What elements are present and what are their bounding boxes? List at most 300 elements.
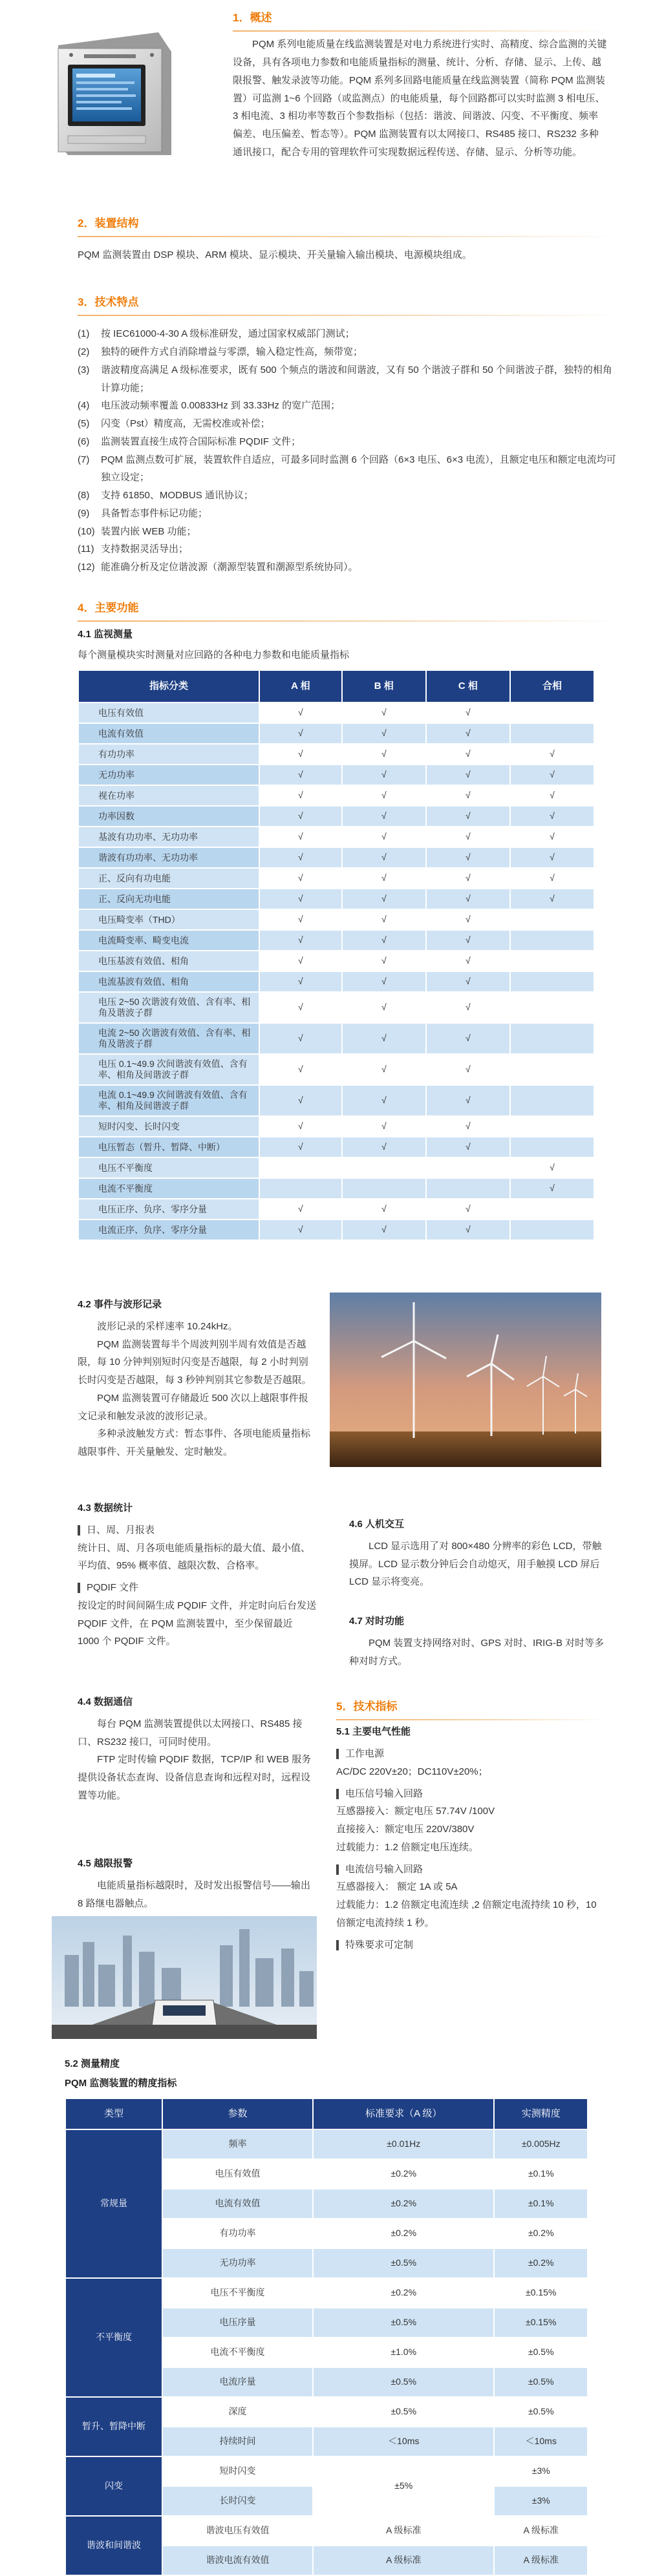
- row-check: √: [342, 889, 426, 909]
- table-row: [78, 1157, 594, 1178]
- row-label: 电流正序、负序、零序分量: [78, 1219, 259, 1240]
- table-row: [78, 971, 594, 992]
- row-label: 电流有效值: [78, 723, 259, 744]
- acc-row: [65, 2516, 588, 2546]
- table-row: [78, 1178, 594, 1199]
- row-check: √: [426, 1199, 510, 1219]
- wind-turbine-photo: [330, 1293, 601, 1467]
- feature-number: (6): [78, 436, 90, 447]
- row-check: [510, 909, 594, 930]
- features-rule: [78, 315, 621, 316]
- row-check: √: [259, 1219, 342, 1240]
- row-label: 电压 2~50 次谐波有效值、含有率、相角及谐波子群: [78, 992, 259, 1023]
- row-check: √: [342, 971, 426, 992]
- feature-text: 支持数据灵活导出；: [101, 544, 189, 555]
- row-check: √: [259, 1054, 342, 1085]
- overview-text: PQM 系列电能质量在线监测装置是对电力系统进行实时、高精度、综合监测的关键设备，具有各项电力参数和电能质量指标的测量、统计、分析、存储、显示、上传、越限报警、触发录波等功能。PQM 系列多回路电能质量在线监测装置（简称 PQM 监测装置）可监测 1~6 个回路（或监测点）的电能质量，每个回路都可以实时监测 3 相电压、3 相电流、3 相功率等数百个参数指标（包括：谐波、间谐波、闪变、不平衡度、频率偏差、电压偏差、暂态等）。PQM 监测装置有以太网接口、RS485 接口、RS232 多种通讯接口，配合专用的管理软件可实现数据远程传送、存储、显示、分析等功能。: [233, 39, 607, 158]
- row-check: [510, 1054, 594, 1085]
- table-row: [78, 1085, 594, 1116]
- acc-cell: A 级标准: [313, 2516, 494, 2546]
- row-check: √: [426, 702, 510, 723]
- table-row: [78, 930, 594, 951]
- row-check: √: [510, 847, 594, 868]
- bullet-bar-icon: [78, 1583, 80, 1593]
- feature-number: (8): [78, 490, 90, 501]
- comm-section: [78, 1693, 317, 1805]
- row-check: √: [259, 806, 342, 827]
- feature-number: (9): [78, 507, 90, 519]
- table-row: [78, 765, 594, 785]
- row-check: √: [342, 847, 426, 868]
- city-train-photo: [52, 1916, 317, 2039]
- bullet-bar-icon: [336, 1749, 339, 1759]
- elec-heading: 5.1 主要电气性能: [336, 1726, 411, 1738]
- alarm-section: [78, 1855, 317, 1912]
- row-check: [426, 1157, 510, 1178]
- row-check: √: [259, 909, 342, 930]
- structure-text: PQM 监测装置由 DSP 模块、ARM 模块、显示模块、开关量输入输出模块、电源模块组成。: [78, 249, 472, 261]
- row-check: √: [259, 889, 342, 909]
- table-row: [78, 868, 594, 889]
- row-check: √: [342, 1116, 426, 1137]
- row-check: [510, 930, 594, 951]
- table-row: [78, 909, 594, 930]
- row-label: 电流 0.1~49.9 次间谐波有效值、含有率、相角及间谐波子群: [78, 1085, 259, 1116]
- feature-item: [78, 451, 621, 487]
- row-label: 电流畸变率、畸变电流: [78, 930, 259, 951]
- row-check: [510, 1116, 594, 1137]
- acc-row: [65, 2278, 588, 2308]
- row-check: √: [426, 1137, 510, 1157]
- row-check: √: [342, 909, 426, 930]
- acc-cell: ±0.2%: [313, 2278, 494, 2308]
- row-check: √: [426, 1085, 510, 1116]
- row-label: 谐波有功功率、无功功率: [78, 847, 259, 868]
- row-check: √: [426, 827, 510, 847]
- row-check: √: [259, 1023, 342, 1054]
- feature-number: (12): [78, 562, 95, 573]
- stats-text1: 统计日、周、月各项电能质量指标的最大值、最小值、平均值、95% 概率值、越限次数、合格率。: [78, 1542, 311, 1572]
- row-check: √: [342, 785, 426, 806]
- feature-item: [78, 558, 621, 576]
- tech-rule: [336, 1719, 608, 1720]
- acc-cell: ±0.1%: [494, 2159, 588, 2189]
- row-label: 电压暂态（暂升、暂降、中断）: [78, 1137, 259, 1157]
- row-check: √: [510, 1157, 594, 1178]
- table-header-cell: C 相: [426, 670, 510, 702]
- acc-group-name: 谐波和间谐波: [65, 2516, 162, 2575]
- feature-item: [78, 361, 621, 397]
- acc-group-name: 暂升、暂降中断: [65, 2397, 162, 2456]
- power-bullet: [336, 1745, 608, 1763]
- functions-heading: 4．主要功能: [78, 602, 139, 614]
- acc-cell: 电压不平衡度: [162, 2278, 313, 2308]
- row-label: 基波有功功率、无功功率: [78, 827, 259, 847]
- table-row: [78, 1116, 594, 1137]
- acc-heading: 5.2 测量精度: [65, 2058, 120, 2069]
- table-header-cell: 合相: [510, 670, 594, 702]
- event-texts: [78, 1318, 317, 1461]
- power-sub: 工作电源: [345, 1748, 385, 1760]
- acc-cell: 深度: [162, 2397, 313, 2427]
- row-check: √: [259, 1116, 342, 1137]
- row-check: √: [259, 971, 342, 992]
- acc-cell: 电流不平衡度: [162, 2338, 313, 2367]
- feature-item: [78, 523, 621, 541]
- row-check: √: [426, 930, 510, 951]
- row-check: [510, 702, 594, 723]
- acc-cell: A 级标准: [494, 2516, 588, 2546]
- acc-cell: ±0.2%: [313, 2219, 494, 2248]
- acc-cell: 频率: [162, 2129, 313, 2159]
- paragraph: PQM 监测装置每半个周波判别半周有效值是否越限，每 10 分钟判别短时闪变是否越限，每 2 小时判别长时闪变是否越限，每 3 秒钟判别其它参数是否越限。: [78, 1338, 312, 1386]
- acc-header-cell: 参数: [162, 2098, 313, 2129]
- overview-heading: 1．概述: [233, 12, 272, 24]
- row-check: √: [259, 868, 342, 889]
- acc-cell: 电压序量: [162, 2308, 313, 2338]
- row-check: √: [342, 930, 426, 951]
- acc-cell: ±0.1%: [494, 2189, 588, 2219]
- feature-number: (1): [78, 328, 90, 340]
- sync-section: [349, 1612, 608, 1670]
- row-check: √: [259, 702, 342, 723]
- feature-text: 监测装置直接生成符合国际标准 PQDIF 文件；: [101, 436, 301, 447]
- table-row: [78, 1023, 594, 1054]
- table-row: [78, 785, 594, 806]
- acc-cell: ±0.2%: [494, 2248, 588, 2278]
- table-header-cell: 指标分类: [78, 670, 259, 702]
- row-check: [510, 971, 594, 992]
- row-check: √: [510, 889, 594, 909]
- event-heading: 4.2 事件与波形记录: [78, 1299, 162, 1310]
- paragraph: 互感器接入： 额定 1A 或 5A: [336, 1881, 458, 1893]
- table-row: [78, 992, 594, 1023]
- row-check: √: [426, 889, 510, 909]
- row-check: √: [259, 951, 342, 971]
- table-row: [78, 1054, 594, 1085]
- acc-cell: A 级标准: [494, 2546, 588, 2575]
- alarm-heading: 4.5 越限报警: [78, 1858, 133, 1869]
- table-row: [78, 1137, 594, 1157]
- acc-cell: ±5%: [313, 2456, 494, 2516]
- table-row: [78, 723, 594, 744]
- power-text: AC/DC 220V±20；DC110V±20%；: [336, 1766, 488, 1777]
- acc-cell: ±0.01Hz: [313, 2129, 494, 2159]
- paragraph: 过载能力：1.2 倍额定电压连续。: [336, 1841, 479, 1853]
- acc-cell: ±0.005Hz: [494, 2129, 588, 2159]
- acc-row: [65, 2456, 588, 2486]
- row-check: √: [426, 1023, 510, 1054]
- monitor-heading: 4.1 监视测量: [78, 629, 133, 640]
- feature-text: 按 IEC61000-4-30 A 级标准研发，通过国家权威部门测试；: [101, 328, 355, 340]
- row-check: √: [426, 723, 510, 744]
- acc-row: [65, 2397, 588, 2427]
- row-check: √: [342, 1054, 426, 1085]
- feature-item: [78, 325, 621, 343]
- paragraph: PQM 监测装置可存储最近 500 次以上越限事件报文记录和触发录波的波形记录。: [78, 1392, 308, 1422]
- row-label: 电压畸变率（THD）: [78, 909, 259, 930]
- feature-number: (11): [78, 544, 94, 555]
- table-row: [78, 827, 594, 847]
- tech-heading: 5．技术指标: [336, 1700, 398, 1713]
- overview-section: [233, 8, 608, 162]
- paragraph: 互感器接入：额定电压 57.74V /100V: [336, 1806, 495, 1817]
- row-check: √: [342, 723, 426, 744]
- paragraph: 波形记录的采样速率 10.24kHz。: [97, 1320, 238, 1332]
- table-row: [78, 847, 594, 868]
- acc-cell: 谐波电压有效值: [162, 2516, 313, 2546]
- stats-sub2: PQDIF 文件: [87, 1582, 139, 1593]
- row-check: √: [342, 868, 426, 889]
- sync-heading: 4.7 对时功能: [349, 1616, 405, 1627]
- acc-cell: ±0.5%: [313, 2367, 494, 2397]
- structure-heading: 2．装置结构: [78, 217, 139, 229]
- row-label: 短时闪变、长时闪变: [78, 1116, 259, 1137]
- row-check: [510, 1023, 594, 1054]
- row-check: √: [259, 847, 342, 868]
- overview-rule: [233, 30, 608, 32]
- feature-item: [78, 343, 621, 361]
- acc-group-name: 闪变: [65, 2456, 162, 2516]
- comm-heading: 4.4 数据通信: [78, 1696, 133, 1707]
- acc-cell: 电流有效值: [162, 2189, 313, 2219]
- features-heading: 3．技术特点: [78, 296, 139, 308]
- acc-row: [65, 2129, 588, 2159]
- bullet-bar-icon: [336, 1940, 339, 1950]
- acc-subheading: PQM 监测装置的精度指标: [65, 2077, 177, 2089]
- row-check: [510, 1085, 594, 1116]
- paragraph: 每台 PQM 监测装置提供以太网接口、RS485 接口、RS232 接口，可同时使用。: [78, 1718, 303, 1747]
- feature-text: 独特的硬件方式自消除增益与零漂，输入稳定性高，频带宽；: [101, 346, 363, 358]
- acc-cell: ±3%: [494, 2456, 588, 2486]
- row-check: √: [426, 1054, 510, 1085]
- table-header-cell: B 相: [342, 670, 426, 702]
- row-check: √: [426, 765, 510, 785]
- row-check: [259, 1178, 342, 1199]
- acc-cell: ±0.15%: [494, 2278, 588, 2308]
- feature-text: 闪变（Pst）精度高，无需校准或补偿；: [101, 418, 270, 430]
- feature-text: 装置内嵌 WEB 功能；: [101, 525, 197, 537]
- row-label: 电流 2~50 次谐波有效值、含有率、相角及谐波子群: [78, 1023, 259, 1054]
- curr-sub: 电流信号输入回路: [345, 1863, 423, 1875]
- functions-rule: [78, 620, 621, 622]
- bullet-bar-icon: [78, 1525, 80, 1536]
- row-check: √: [426, 909, 510, 930]
- row-check: √: [426, 1116, 510, 1137]
- feature-number: (3): [78, 364, 90, 375]
- row-label: 无功功率: [78, 765, 259, 785]
- row-label: 电流不平衡度: [78, 1178, 259, 1199]
- row-check: √: [426, 744, 510, 765]
- row-check: [426, 1178, 510, 1199]
- row-check: √: [259, 744, 342, 765]
- bullet-bar-icon: [336, 1789, 339, 1799]
- hmi-heading: 4.6 人机交互: [349, 1519, 405, 1530]
- row-check: √: [259, 1085, 342, 1116]
- stats-text2: 按设定的时间间隔生成 PQDIF 文件，并定时向后台发送 PQDIF 文件，在 PQM 监测装置中，至少保留最近 1000 个 PQDIF 文件。: [78, 1599, 317, 1647]
- accuracy-section: [65, 2055, 595, 2576]
- row-check: √: [342, 1219, 426, 1240]
- volt-bullet: [336, 1785, 608, 1803]
- acc-cell: ±0.5%: [313, 2248, 494, 2278]
- acc-group-name: 不平衡度: [65, 2278, 162, 2397]
- acc-cell: ＜10ms: [494, 2427, 588, 2456]
- device-image: [45, 26, 175, 162]
- row-check: √: [342, 744, 426, 765]
- feature-text: 电压波动频率覆盖 0.00833Hz 到 33.33Hz 的宽广范围；: [101, 400, 341, 412]
- feature-number: (5): [78, 418, 90, 430]
- feature-text: PQM 监测点数可扩展，装置软件自适应，可最多同时监测 6 个回路（6×3 电压、6×3 电流），且额定电压和额定电流均可独立设定；: [101, 454, 616, 483]
- row-label: 电压基波有效值、相角: [78, 951, 259, 971]
- row-label: 电压不平衡度: [78, 1157, 259, 1178]
- row-check: √: [259, 930, 342, 951]
- row-check: √: [426, 847, 510, 868]
- row-label: 电流基波有效值、相角: [78, 971, 259, 992]
- acc-cell: ±0.5%: [313, 2397, 494, 2427]
- structure-section: [78, 213, 621, 264]
- row-check: √: [426, 785, 510, 806]
- row-check: [510, 951, 594, 971]
- row-check: √: [426, 992, 510, 1023]
- acc-cell: ＜10ms: [313, 2427, 494, 2456]
- row-check: √: [342, 765, 426, 785]
- row-check: √: [342, 806, 426, 827]
- table-row: [78, 1199, 594, 1219]
- sync-text: PQM 装置支持网络对时、GPS 对时、IRIG-B 对时等多种对时方式。: [349, 1637, 605, 1667]
- row-label: 功率因数: [78, 806, 259, 827]
- acc-cell: 有功功率: [162, 2219, 313, 2248]
- row-label: 有功功率: [78, 744, 259, 765]
- row-check: [510, 992, 594, 1023]
- acc-cell: ±0.5%: [494, 2367, 588, 2397]
- row-check: √: [259, 723, 342, 744]
- table-row: [78, 806, 594, 827]
- row-check: √: [259, 827, 342, 847]
- stats-bullet-pqdif: [78, 1579, 317, 1597]
- paragraph: 多种录波触发方式：暂态事件、各项电能质量指标越限事件、开关量触发、定时触发。: [78, 1428, 311, 1457]
- table-row: [78, 702, 594, 723]
- row-label: 电压有效值: [78, 702, 259, 723]
- row-check: √: [259, 1137, 342, 1157]
- feature-text: 具备暂态事件标记功能；: [101, 507, 208, 519]
- acc-group-name: 常规量: [65, 2129, 162, 2278]
- row-check: √: [342, 1199, 426, 1219]
- feature-text: 谐波精度高满足 A 级标准要求，既有 500 个频点的谐波和间谐波，又有 50 个谐波子群和 50 个间谐波子群，独特的相角计算功能；: [101, 364, 612, 394]
- special-bullet: [336, 1936, 608, 1954]
- feature-number: (7): [78, 454, 90, 465]
- row-check: √: [342, 951, 426, 971]
- acc-cell: 电流序量: [162, 2367, 313, 2397]
- feature-number: (2): [78, 346, 90, 358]
- acc-cell: ±0.2%: [313, 2189, 494, 2219]
- row-check: √: [510, 806, 594, 827]
- curr-bullet: [336, 1861, 608, 1879]
- acc-header-cell: 实测精度: [494, 2098, 588, 2129]
- special-sub: 特殊要求可定制: [345, 1939, 414, 1950]
- row-check: [510, 1137, 594, 1157]
- comm-texts: [78, 1715, 317, 1805]
- row-check: √: [426, 868, 510, 889]
- row-check: √: [342, 1023, 426, 1054]
- structure-rule: [78, 236, 621, 237]
- stats-section: [78, 1499, 317, 1651]
- table-row: [78, 1219, 594, 1240]
- row-check: √: [342, 827, 426, 847]
- row-check: [259, 1157, 342, 1178]
- row-check: √: [510, 785, 594, 806]
- row-check: √: [426, 951, 510, 971]
- row-check: √: [510, 744, 594, 765]
- stats-heading: 4.3 数据统计: [78, 1503, 133, 1514]
- volt-sub: 电压信号输入回路: [345, 1788, 423, 1799]
- acc-header-cell: 标准要求（A 级）: [313, 2098, 494, 2129]
- feature-number: (10): [78, 525, 95, 537]
- functions-section: [78, 598, 621, 1241]
- feature-number: (4): [78, 400, 90, 412]
- acc-cell: 电压有效值: [162, 2159, 313, 2189]
- feature-item: [78, 415, 621, 433]
- table-row: [78, 951, 594, 971]
- row-check: [510, 1199, 594, 1219]
- tech-section: [336, 1696, 608, 1954]
- curr-texts: [336, 1878, 608, 1932]
- row-check: √: [426, 971, 510, 992]
- features-list: [78, 325, 621, 576]
- bullet-bar-icon: [336, 1864, 339, 1875]
- row-check: √: [259, 992, 342, 1023]
- row-label: 正、反向无功电能: [78, 889, 259, 909]
- row-check: [342, 1178, 426, 1199]
- acc-cell: A 级标准: [313, 2546, 494, 2575]
- table-row: [78, 889, 594, 909]
- row-check: √: [259, 765, 342, 785]
- acc-cell: ±0.2%: [494, 2219, 588, 2248]
- alarm-text: 电能质量指标越限时，及时发出报警信号——输出 8 路继电器触点。: [78, 1879, 311, 1909]
- row-check: √: [426, 1219, 510, 1240]
- event-section: [78, 1296, 317, 1461]
- row-label: 电压正序、负序、零序分量: [78, 1199, 259, 1219]
- feature-item: [78, 540, 621, 558]
- row-check: √: [510, 1178, 594, 1199]
- row-check: √: [259, 1199, 342, 1219]
- hmi-text: LCD 显示选用了对 800×480 分辨率的彩色 LCD，带触摸屏。LCD 显示数分钟后会自动熄灭，用手触摸 LCD 屏后 LCD 显示将变亮。: [349, 1540, 602, 1588]
- row-check: √: [342, 1085, 426, 1116]
- row-check: [510, 1219, 594, 1240]
- acc-header-cell: 类型: [65, 2098, 162, 2129]
- acc-cell: ±3%: [494, 2486, 588, 2516]
- row-check: √: [426, 806, 510, 827]
- row-check: √: [342, 702, 426, 723]
- table-header-cell: A 相: [259, 670, 342, 702]
- acc-cell: ±0.15%: [494, 2308, 588, 2338]
- monitor-text: 每个测量模块实时测量对应回路的各种电力参数和电能质量指标: [78, 649, 350, 661]
- acc-cell: ±1.0%: [313, 2338, 494, 2367]
- row-check: √: [259, 785, 342, 806]
- row-label: 视在功率: [78, 785, 259, 806]
- row-check: √: [342, 992, 426, 1023]
- acc-cell: ±0.2%: [313, 2159, 494, 2189]
- acc-cell: 谐波电流有效值: [162, 2546, 313, 2575]
- row-check: √: [510, 827, 594, 847]
- feature-item: [78, 397, 621, 415]
- feature-text: 支持 61850、MODBUS 通讯协议；: [101, 490, 253, 501]
- volt-texts: [336, 1802, 608, 1856]
- acc-cell: 长时闪变: [162, 2486, 313, 2516]
- acc-cell: 短时闪变: [162, 2456, 313, 2486]
- acc-cell: ±0.5%: [494, 2397, 588, 2427]
- row-check: √: [510, 868, 594, 889]
- paragraph: 直接接入：额定电压 220V/380V: [336, 1824, 475, 1835]
